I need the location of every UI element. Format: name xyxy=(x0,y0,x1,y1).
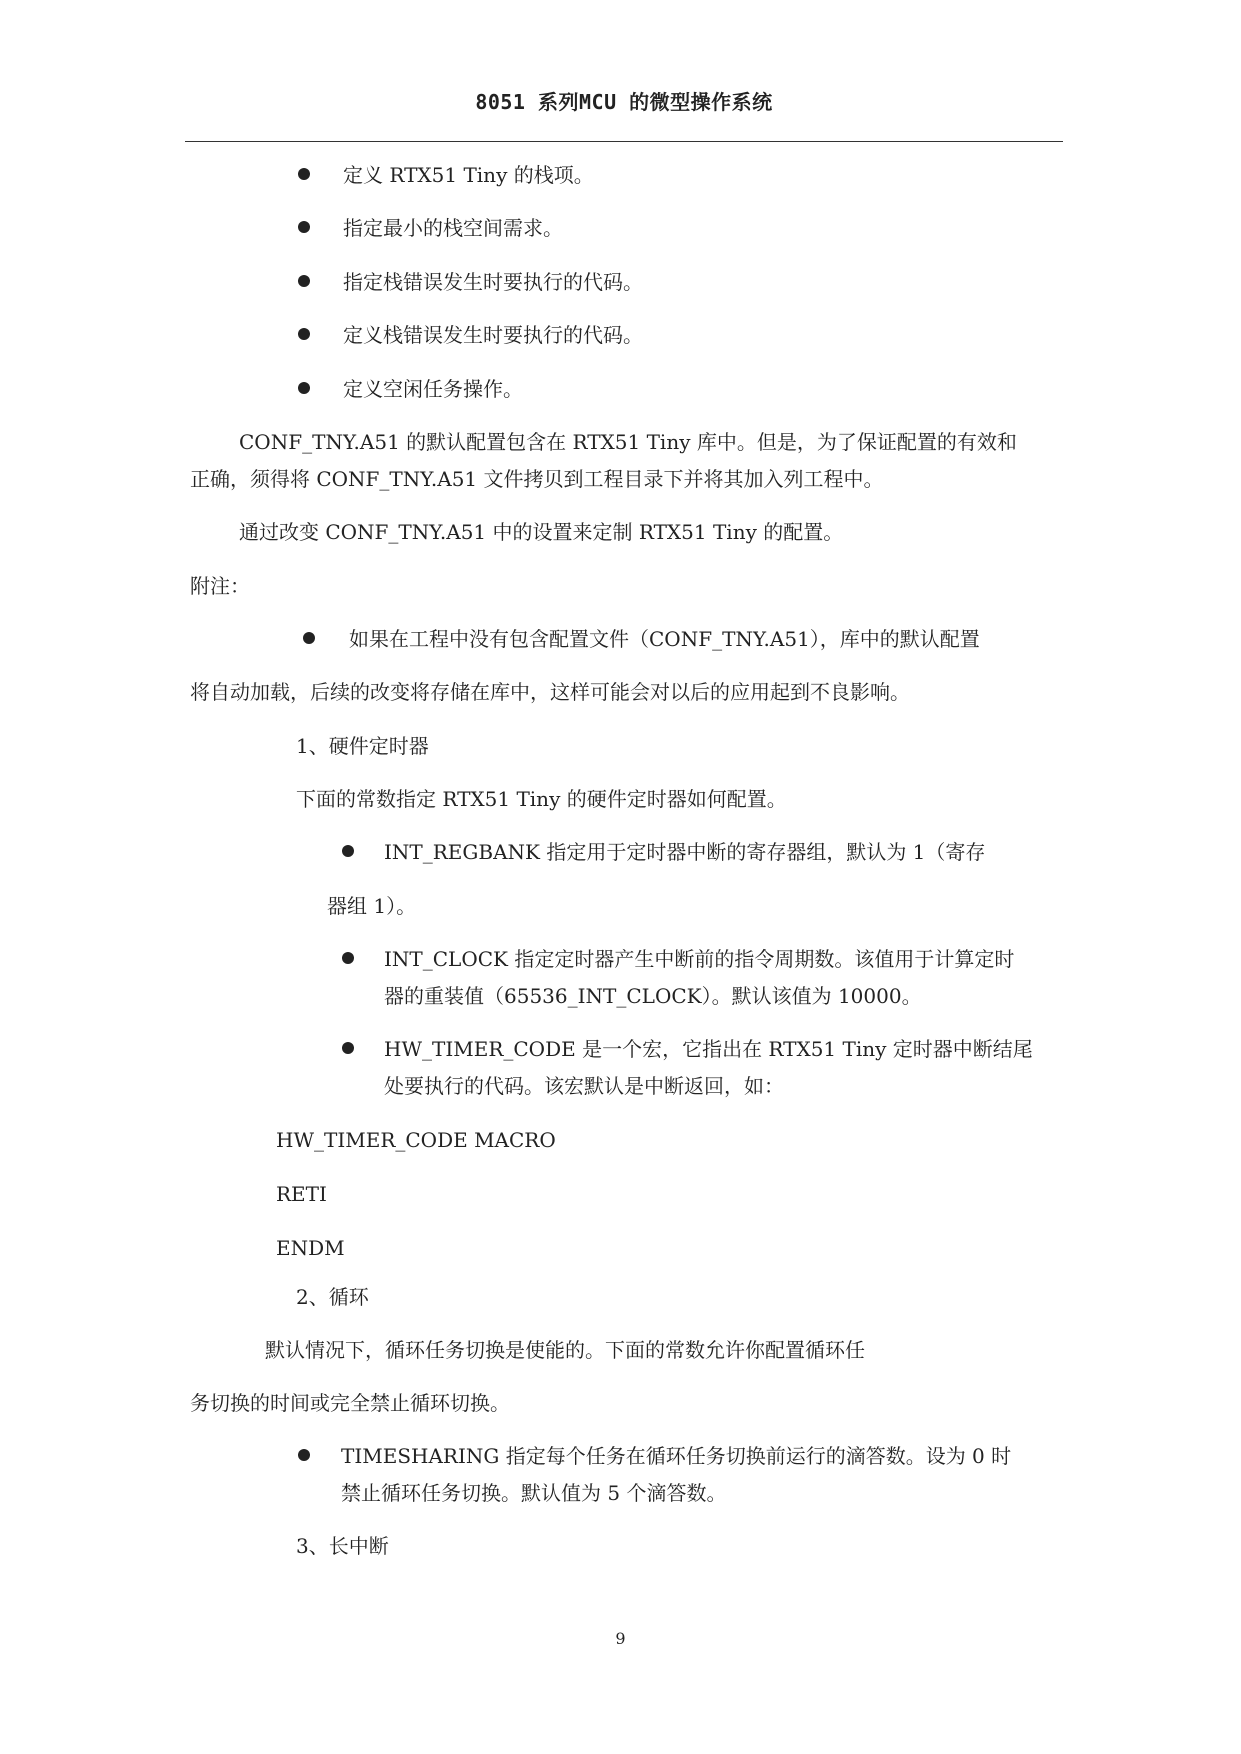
intro-bullet-3: 指定栈错误发生时要执行的代码。 xyxy=(343,270,643,294)
section1-item1-line1: INT_REGBANK 指定用于定时器中断的寄存器组，默认为 1（寄存 xyxy=(384,840,986,864)
section1-intro: 下面的常数指定 RTX51 Tiny 的硬件定时器如何配置。 xyxy=(296,787,787,811)
header-rule xyxy=(185,141,1063,142)
section2-para-line2: 务切换的时间或完全禁止循环切换。 xyxy=(190,1391,510,1415)
section3-heading: 3、长中断 xyxy=(296,1534,389,1558)
section1-item2-line1: INT_CLOCK 指定定时器产生中断前的指令周期数。该值用于计算定时 xyxy=(384,947,1015,971)
bullet-icon xyxy=(342,1042,354,1054)
bullet-icon xyxy=(342,845,354,857)
bullet-icon xyxy=(303,632,315,644)
para1-line1: CONF_TNY.A51 的默认配置包含在 RTX51 Tiny 库中。但是，为了保证配置的有效和 xyxy=(239,430,1017,454)
section2-heading: 2、循环 xyxy=(296,1285,369,1309)
section2-item-line2: 禁止循环任务切换。默认值为 5 个滴答数。 xyxy=(341,1481,727,1505)
section1-item3-line1: HW_TIMER_CODE 是一个宏，它指出在 RTX51 Tiny 定时器中断结尾 xyxy=(384,1037,1033,1061)
bullet-icon xyxy=(298,275,310,287)
para1-line2: 正确，须得将 CONF_TNY.A51 文件拷贝到工程目录下并将其加入列工程中。 xyxy=(190,467,884,491)
code-line-3: ENDM xyxy=(276,1236,345,1260)
section2-para-line1: 默认情况下，循环任务切换是使能的。下面的常数允许你配置循环任 xyxy=(265,1338,865,1362)
section1-item1-line2: 器组 1）。 xyxy=(327,894,417,918)
bullet-icon xyxy=(298,168,310,180)
note-bullet-line1: 如果在工程中没有包含配置文件（CONF_TNY.A51），库中的默认配置 xyxy=(349,627,980,651)
bullet-icon xyxy=(298,382,310,394)
page-header-title: 8051 系列MCU 的微型操作系统 xyxy=(475,90,773,114)
bullet-icon xyxy=(298,221,310,233)
note-bullet-line2: 将自动加载，后续的改变将存储在库中，这样可能会对以后的应用起到不良影响。 xyxy=(190,680,910,704)
section1-item2-line2: 器的重装值（65536_INT_CLOCK）。默认该值为 10000。 xyxy=(384,984,922,1008)
bullet-icon xyxy=(342,952,354,964)
note-label: 附注： xyxy=(190,574,250,598)
bullet-icon xyxy=(298,328,310,340)
page-number: 9 xyxy=(615,1629,626,1648)
para2: 通过改变 CONF_TNY.A51 中的设置来定制 RTX51 Tiny 的配置。 xyxy=(239,520,844,544)
section1-item3-line2: 处要执行的代码。该宏默认是中断返回，如： xyxy=(384,1074,784,1098)
intro-bullet-2: 指定最小的栈空间需求。 xyxy=(343,216,563,240)
section1-heading: 1、硬件定时器 xyxy=(296,734,429,758)
code-line-2: RETI xyxy=(276,1182,327,1206)
intro-bullet-1: 定义 RTX51 Tiny 的栈项。 xyxy=(343,163,594,187)
code-line-1: HW_TIMER_CODE MACRO xyxy=(276,1128,556,1152)
bullet-icon xyxy=(298,1449,310,1461)
intro-bullet-4: 定义栈错误发生时要执行的代码。 xyxy=(343,323,643,347)
section2-item-line1: TIMESHARING 指定每个任务在循环任务切换前运行的滴答数。设为 0 时 xyxy=(341,1444,1012,1468)
intro-bullet-5: 定义空闲任务操作。 xyxy=(343,377,523,401)
